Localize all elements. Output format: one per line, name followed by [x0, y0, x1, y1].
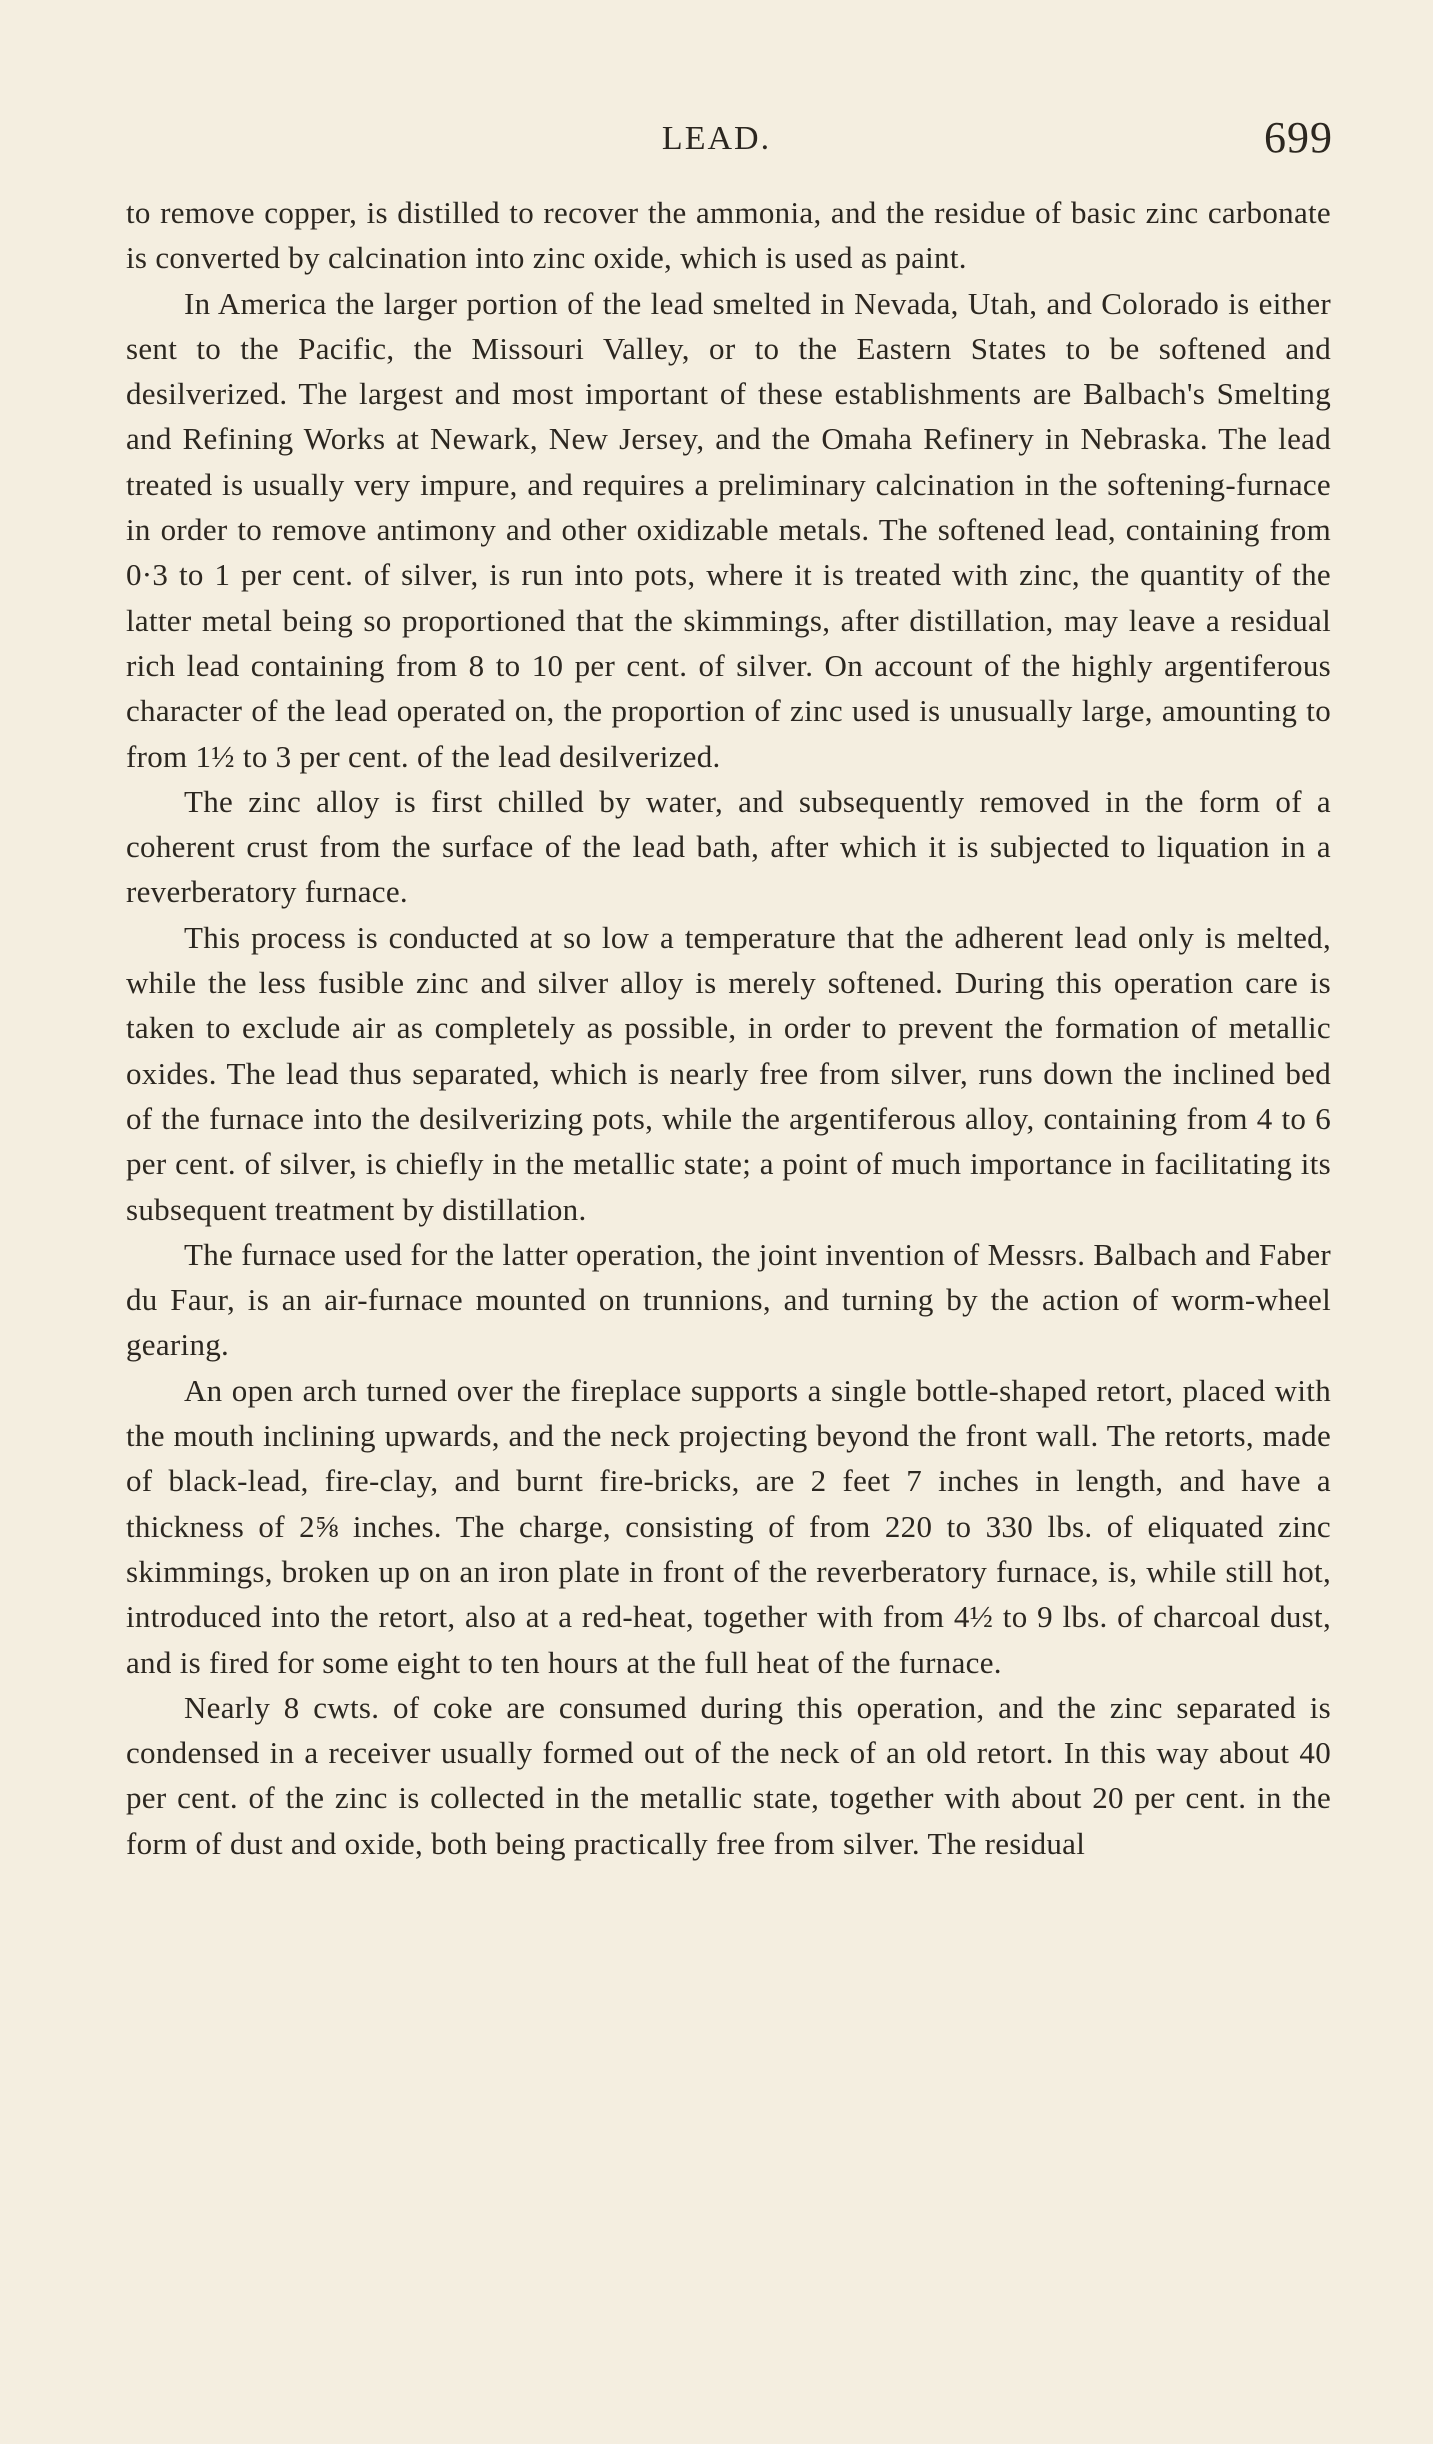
running-head	[0, 112, 1433, 168]
paragraph-3: The zinc alloy is first chilled by water, and subsequently removed in the form of a coherent crust from the surface of the lead bath, after which it is subjected to liquation in a reverberatory furnace.	[126, 783, 1331, 910]
paragraph-1: to remove copper, is distilled to recover the ammonia, and the residue of basic zinc carbonate is converted by calcination into zinc oxide, which is used as paint.	[126, 195, 1331, 276]
paragraph-2: In America the larger portion of the lead smelted in Nevada, Utah, and Colorado is either sent to the Pacific, the Missouri Valley, or to the Eastern States to be softened and desilverized. The largest and most important of these establishments are Balbach's Smelting and Refining Works at Newark, New Jersey, and the Omaha Refinery in Nebraska. The lead treated is usually very impure, and requires a preliminary calcination in the softening-furnace in order to remove antimony and other oxidizable metals. The softened lead, containing from 0·3 to 1 per cent. of silver, is run into pots, where it is treated with zinc, the quantity of the latter metal being so proportioned that the skimmings, after distillation, may leave a residual rich lead containing from 8 to 10 per cent. of silver. On account of the highly argentiferous character of the lead operated on, the proportion of zinc used is unusually large, amounting to from 1½ to 3 per cent. of the lead desilverized.	[126, 285, 1331, 774]
page-number: 699	[1264, 113, 1333, 162]
paragraph-4: This process is conducted at so low a temperature that the adherent lead only is melted, while the less fusible zinc and silver alloy is merely softened. During this operation care is taken to exclude air as completely as possible, in order to prevent the formation of metallic oxides. The lead thus separated, which is nearly free from silver, runs down the inclined bed of the furnace into the desilverizing pots, while the argentiferous alloy, containing from 4 to 6 per cent. of silver, is chiefly in the metallic state; a point of much importance in facilitating its subsequent treatment by distillation.	[126, 919, 1331, 1227]
paragraph-6: An open arch turned over the fireplace supports a single bottle-shaped retort, placed with the mouth inclining upwards, and the neck projecting beyond the front wall. The retorts, made of black-lead, fire-clay, and burnt fire-bricks, are 2 feet 7 inches in length, and have a thickness of 2⅝ inches. The charge, consisting of from 220 to 330 lbs. of eliquated zinc skimmings, broken up on an iron plate in front of the reverberatory furnace, is, while still hot, introduced into the retort, also at a red-heat, together with from 4½ to 9 lbs. of charcoal dust, and is fired for some eight to ten hours at the full heat of the furnace.	[126, 1372, 1331, 1680]
running-title: LEAD.	[661, 120, 772, 157]
body-text	[126, 190, 1331, 1866]
paragraph-5: The furnace used for the latter operation, the joint invention of Messrs. Balbach and Faber du Faur, is an air-furnace mounted on trunnions, and turning by the action of worm-wheel gearing.	[126, 1236, 1331, 1363]
paragraph-7: Nearly 8 cwts. of coke are consumed during this operation, and the zinc separated is condensed in a receiver usually formed out of the neck of an old retort. In this way about 40 per cent. of the zinc is collected in the metallic state, together with about 20 per cent. in the form of dust and oxide, both being practically free from silver. The residual	[126, 1689, 1331, 1861]
